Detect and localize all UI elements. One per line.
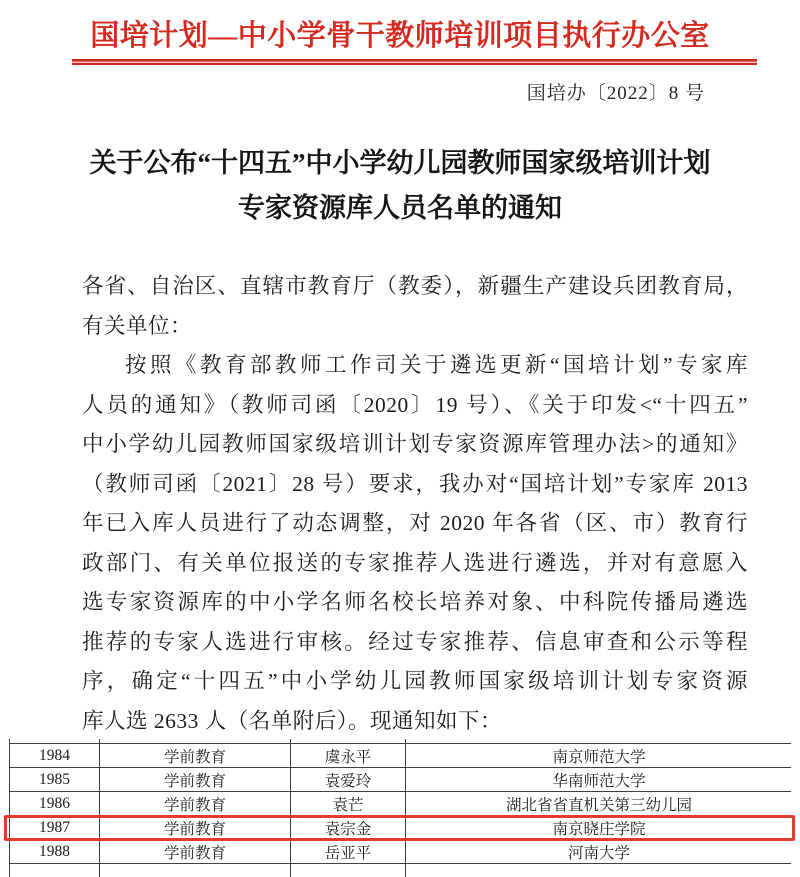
cell-number: 1986 xyxy=(10,792,100,816)
body-line: 年已入库人员进行了动态调整，对 2020 年各省（区、市）教育行 xyxy=(82,511,748,535)
cell-institution: 华南师范大学 xyxy=(406,768,792,792)
table-row xyxy=(10,840,792,864)
cell-name: 袁爱玲 xyxy=(291,768,406,792)
expert-roster-table xyxy=(9,739,791,877)
body-text xyxy=(82,267,748,741)
cell-category: 学前教育 xyxy=(100,768,291,792)
body-line: 人员的通知》（教师司函〔2020〕19 号）、《关于印发<“十四五” xyxy=(82,392,748,417)
body-line: 按照《教育部教师工作司关于遴选更新“国培计划”专家库 xyxy=(125,353,748,377)
document-number: 国培办〔2022〕8 号 xyxy=(526,83,705,104)
body-line: 各省、自治区、直辖市教育厅（教委），新疆生产建设兵团教育局， xyxy=(82,274,748,298)
table-row xyxy=(10,792,792,816)
body-line: 选专家资源库的中小学名师名校长培养对象、中科院传播局遴选 xyxy=(82,590,748,614)
cell-institution: 河南大学 xyxy=(406,840,792,864)
cell-category: 学前教育 xyxy=(100,792,291,816)
body-line: 库人选 2633 人（名单附后）。现通知如下： xyxy=(82,708,503,733)
cell-name: 袁宗金 xyxy=(291,816,406,840)
expert-roster-table-clip xyxy=(9,739,791,877)
table-row-cropped xyxy=(10,864,792,877)
cell-number: 1988 xyxy=(10,840,100,864)
table-row-highlighted xyxy=(10,816,792,840)
cell-category: 学前教育 xyxy=(100,744,291,768)
cell-name: 虞永平 xyxy=(291,744,406,768)
cell-number: 1987 xyxy=(10,816,100,840)
body-line: 序，确定“十四五”中小学幼儿园教师国家级培训计划专家资源 xyxy=(82,669,748,693)
notice-title xyxy=(0,141,800,231)
cell-name: 岳亚平 xyxy=(291,840,406,864)
table-row xyxy=(10,744,792,768)
cell-institution: 湖北省省直机关第三幼儿园 xyxy=(406,792,792,816)
cell-institution: 南京晓庄学院 xyxy=(406,816,792,840)
body-line: 推荐的专家人选进行审核。经过专家推荐、信息审查和公示等程 xyxy=(82,629,748,654)
cell-category: 学前教育 xyxy=(100,840,291,864)
cell-name: 袁芒 xyxy=(291,792,406,816)
cell-number: 1984 xyxy=(10,744,100,768)
red-divider-line xyxy=(72,59,757,65)
body-line: （教师司函〔2021〕28 号）要求，我办对“国培计划”专家库 2013 xyxy=(82,471,748,496)
cell-category: 学前教育 xyxy=(100,816,291,840)
cell-institution: 南京师范大学 xyxy=(406,744,792,768)
letterhead-title: 国培计划—中小学骨干教师培训项目执行办公室 xyxy=(90,20,710,52)
notice-title-line1: 关于公布“十四五”中小学幼儿园教师国家级培训计划 xyxy=(89,148,711,178)
body-line: 政部门、有关单位报送的专家推荐人选进行遴选，并对有意愿入 xyxy=(82,550,748,575)
notice-title-line2: 专家资源库人员名单的通知 xyxy=(238,193,562,223)
cell-number: 1985 xyxy=(10,768,100,792)
body-line: 中小学幼儿园教师国家级培训计划专家资源库管理办法>的通知》 xyxy=(82,432,748,456)
body-line: 有关单位： xyxy=(82,313,193,338)
table-row xyxy=(10,768,792,792)
